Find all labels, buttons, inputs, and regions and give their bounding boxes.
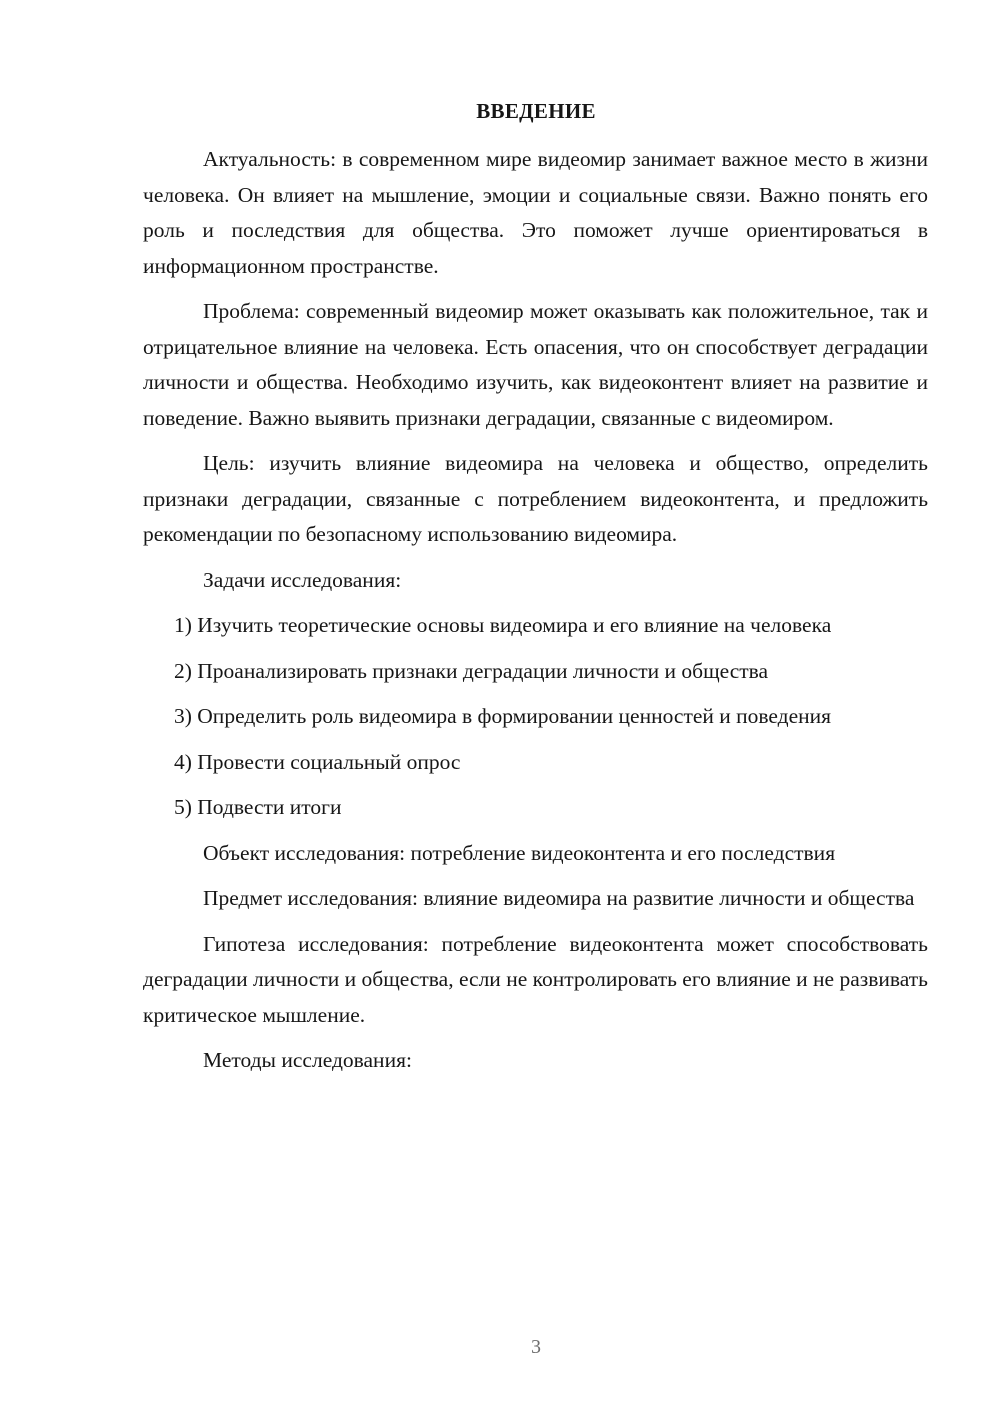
paragraph-relevance: Актуальность: в современном мире видеомир занимает важное место в жизни человека. Он влияет на мышление, эмоции и социальные связи. Важно понять его роль и последствия для общества. Это поможет лучше ориентироваться в информационном пространстве. [143, 147, 928, 278]
paragraph-tasks-heading: Задачи исследования: [203, 567, 402, 592]
task-item-3: 3) Определить роль видеомира в формировании ценностей и поведения [174, 704, 832, 728]
section-title: ВВЕДЕНИЕ [476, 99, 596, 123]
page-number: 3 [531, 1336, 541, 1358]
paragraph-problem: Проблема: современный видеомир может оказывать как положительное, так и отрицательное влияние на человека. Есть опасения, что он способствует деградации личности и общества. Необходимо изучить, как видеоконтент влияет на развитие и поведение. Важно выявить признаки деградации, связанные с видеомиром. [143, 299, 928, 430]
paragraph-hypothesis: Гипотеза исследования: потребление видеоконтента может способствовать деградации личности и общества, если не контролировать его влияние и не развивать критическое мышление. [143, 931, 928, 1027]
paragraph-object: Объект исследования: потребление видеоконтента и его последствия [203, 840, 836, 865]
task-item-2: 2) Проанализировать признаки деградации личности и общества [174, 658, 769, 683]
paragraph-goal: Цель: изучить влияние видеомира на человека и общество, определить признаки деградации, связанные с потреблением видеоконтента, и предложить рекомендации по безопасному использованию видеомира. [143, 451, 928, 546]
paragraph-methods: Методы исследования: [203, 1048, 412, 1072]
task-item-4: 4) Провести социальный опрос [174, 749, 461, 774]
document-body [143, 142, 928, 1089]
task-item-5: 5) Подвести итоги [174, 795, 342, 819]
task-item-1: 1) Изучить теоретические основы видеомира и его влияние на человека [174, 613, 832, 637]
paragraph-subject: Предмет исследования: влияние видеомира на развитие личности и общества [203, 886, 915, 910]
